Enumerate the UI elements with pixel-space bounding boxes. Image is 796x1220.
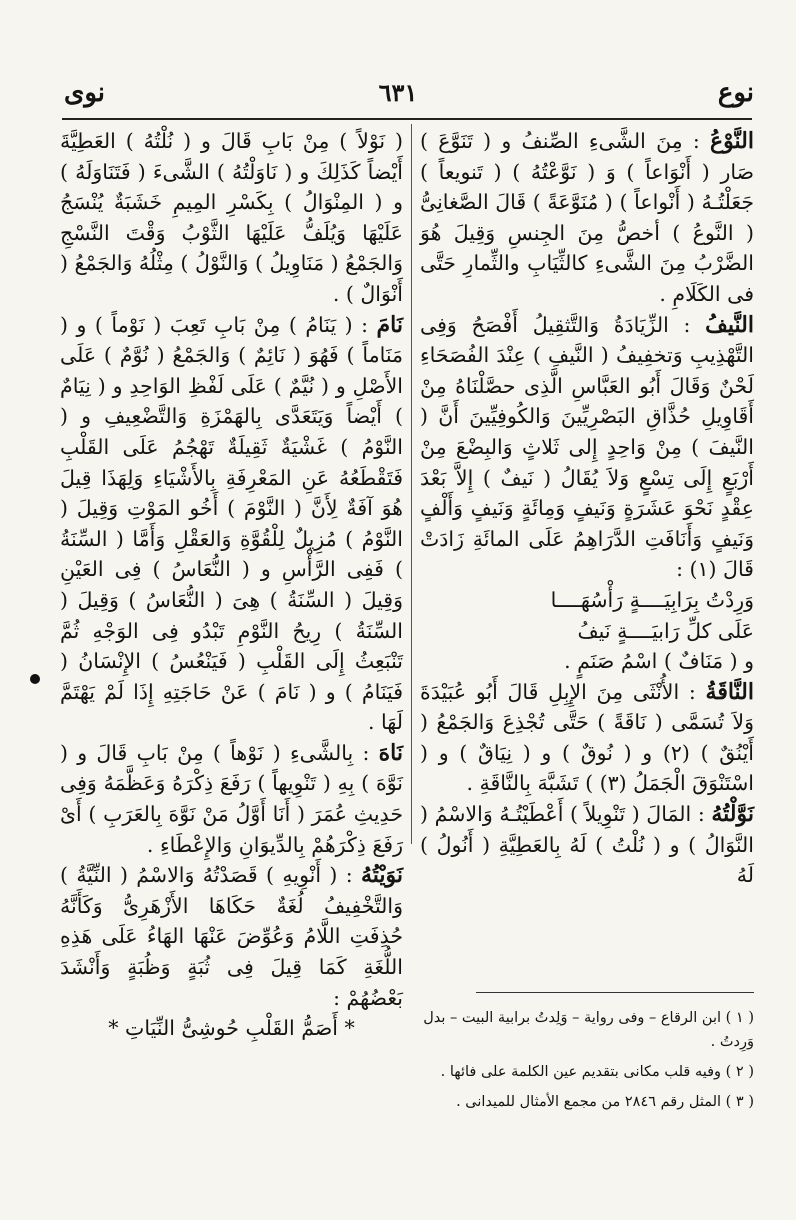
entry-naha	[60, 738, 403, 860]
headword: نَوَيْتُهُ	[360, 862, 403, 889]
header-rule	[62, 118, 752, 120]
entry-nayf	[420, 310, 754, 585]
entry-text: : المَالَ ( تَنْوِيلاً ) أَعْطَيْتُـهُ وَالاسْمُ ( النَّوَالُ ) و ( نُلْتُ ) لَهُ بِالعَطِيَّةِ ( أَنُولُ ) لَهُ	[420, 802, 754, 888]
margin-dot-mark	[30, 674, 40, 684]
running-head-left: نوى	[64, 78, 106, 108]
entry-text: : ( يَنَامُ ) مِنْ بَابِ تَعِبَ ( نَوْماً ) و ( مَنَاماً ) فَهُوَ ( نَائِمٌ ) وَالجَمْعُ ( نُوَّمٌ ) عَلَى الأَصْلِ و ( نُيَّمٌ ) عَلَى لَفْظِ الوَاحِدِ و ( نِيَامٌ ) أَيْضاً وَيَتَعَدَّى بِالهَمْزَةِ وَالتَّضْعِيفِ و ( النَّوْمُ ) غَشْيَةٌ ثَقِيلَةٌ تَهْجُمُ عَلَى القَلْبِ فَتَقْطَعُهُ عَنِ المَعْرِفَةِ بِالأَشْيَاءِ وَلِهَذَا قِيلَ هُوَ آفَةٌ لِأَنَّ ( النَّوْمَ ) أَخُو المَوْتِ وَقِيلَ ( النَّوْمُ ) مُزِيلٌ لِلْقُوَّةِ وَالعَقْلِ وَأَمَّا ( السِّنَةُ ) فَفِى الرَّأْسِ و ( النُّعَاسُ ) فِى العَيْنِ وَقِيلَ ( السِّنَةُ ) هِىَ ( النُّعَاسُ ) وَقِيلَ ( السِّنَةُ ) رِيحُ النَّوْمِ تَبْدُو فِى الوَجْهِ ثُمَّ تَنْبَعِثُ إِلَى القَلْبِ ( فَيَنْعُسُ ) الإِنْسَانُ ( فَيَنَامُ ) و ( نَامَ ) عَنْ حَاجَتِهِ إِذَا لَمْ يَهْتَمَّ لَهَا .	[60, 312, 403, 735]
entry-nama	[60, 310, 403, 738]
entry-nawaytu	[60, 860, 403, 1013]
page-number: ٦٣١	[378, 78, 418, 107]
entry-text: و ( مَنَافٌ ) اسْمُ صَنَمٍ .	[564, 649, 754, 674]
entry-nawwal	[420, 799, 754, 891]
entry-text: : مِنَ الشَّىءِ الصِّنفُ و ( تَنَوَّعَ ) صَار ( أَنْوَاعاً ) وَ ( نَوَّعْتُهُ ) ( تَنويعاً ) جَعَلْتُـهُ ( أَنْواعاً ) ( مُنَوَّعَةً ) قَالَ الصَّغانِىُّ ( النَّوعُ ) أخصُّ مِنَ الجِنسِ وَقِيلَ هُوَ الضَّرْبُ مِنَ الشَّىءِ كالثِّيَابِ والثِّمارِ حَتَّى فى الكَلَامِ .	[420, 129, 754, 306]
headword: النَّيفُ	[705, 311, 754, 338]
verse-line: وَرِدْتُ بِرَابِيَــــةٍ رَأْسُهَــــا	[550, 587, 754, 612]
column-divider	[411, 124, 412, 844]
headword: نَاهَ	[378, 739, 403, 766]
entry-text: : الأُنْثَى مِنَ الإِبِلِ قَالَ أَبُو عُبَيْدَةَ وَلاَ تُسَمَّى ( نَاقَةً ) حَتَّى تُجْذِعَ وَالجَمْعُ ( أَيْنُقٌ ) (٢) و ( نُوقٌ ) و ( نِيَاقٌ ) و ( اسْتَنْوَقَ الْجَمَلُ (٣) ) تَشَبَّهَ بِالنَّاقَةِ .	[420, 679, 754, 796]
entry-text: ( نَوْلاً ) مِنْ بَابِ قَالَ و ( نُلْتُهُ ) العَطِيَّةَ أَيْضاً كَذَلِكَ و ( نَاوَلْتُهُ ) الشَّىءَ ( فَتَنَاوَلَهُ ) و ( المِنْوَالُ ) بِكَسْرِ المِيمِ خَشَبَةٌ يُنْسَجُ عَلَيْهَا وَيُلَفُّ عَلَيْهَا الثَّوْبُ وَقْتَ النَّسْجِ وَالجَمْعُ ( مَنَاوِيلُ ) وَالنَّوْلُ ) مِثْلُهُ وَالجَمْعُ ( أَنْوَالٌ ) .	[60, 129, 403, 306]
entry-naqa	[420, 677, 754, 799]
headword: النَّوْعُ	[710, 128, 754, 154]
headword: نَامَ	[376, 311, 403, 338]
footnote-1: ( ١ ) ابن الرقاع – وفى رواية – وَلِدتُ برابية البيت – بدل وَرِدتُ .	[423, 1010, 754, 1050]
footnotes	[420, 1006, 754, 1120]
right-column	[420, 126, 754, 891]
entry-text: : الزِّيَادَةُ وَالتَّثقِيلُ أَفْصَحُ وَفِى التَّهْذِيبِ وَتخفِيفُ ( النَّيفِ ) عِنْدَ الفُصَحَاءِ لَحْنٌ وَقَالَ أَبُو العَبَّاسِ الَّذِى حصَّلْنَاهُ مِنْ أَقَاوِيلِ حُذَّاقِ البَصْرِيِّينَ وَالكُوفِيِّينَ أَنَّ ( النَّيفَ ) مِنْ وَاحِدٍ إِلى ثَلاثٍ وَالبِضْعَ مِنْ أَرْبَعٍ إِلَى تِسْعٍ وَلاَ يُقَالُ ( نَيفٌ ) إِلاَّ بَعْدَ عِقْدٍ نَحْوَ عَشَرَةٍ وَنَيفٍ وَمِائَةٍ وَنَيفٍ وَأَلْفٍ وَنَيفٍ وَأَنَافَتِ الدَّرَاهِمُ عَلَى المائَةِ زَادَتْ قَالَ (١) :	[420, 312, 754, 582]
entry-naw	[420, 126, 754, 310]
verse-line: عَلَى كلِّ رَابيَــــةٍ نَيفُ	[577, 618, 754, 643]
running-head-right: نوع	[717, 78, 754, 108]
footnote-3: ( ٣ ) المثل رقم ٢٨٤٦ من مجمع الأمثال للميدانى .	[456, 1094, 754, 1110]
headword: النَّاقَةُ	[705, 678, 754, 705]
footnote-2: ( ٢ ) وفيه قلب مكانى بتقديم عين الكلمة على فائها .	[440, 1064, 754, 1080]
verse-line: * أَصَمُّ القَلْبِ حُوشِىُّ النِّيَاتِ *	[108, 1016, 355, 1041]
headword: نَوَّلْتُهُ	[711, 801, 754, 828]
left-column	[60, 126, 403, 1044]
entry-text: : بِالشَّىءِ ( نَوْهاً ) مِنْ بَابِ قَالَ و ( نَوَّهَ ) بِهِ ( تَنْوِيهاً ) رَفَعَ ذِكْرَهُ وَعَظَّمَهُ وَفِى حَدِيثِ عُمَرَ ( أَنَا أَوَّلُ مَنْ نَوَّهَ بِالعَرَبِ ) أَىْ رَفَعَ ذِكْرَهُمْ بِالدِّيوَانِ وَالإِعْطَاءِ .	[60, 740, 403, 857]
footnote-rule	[476, 992, 754, 993]
entry-text: : ( أَنْوِيهِ ) قَصَدْتُهُ وَالاسْمُ ( النِّيَّةُ ) وَالتَّخْفِيفُ لُغَةٌ حَكَاهَا الأَزْهَرِىُّ وَكَأَنَّهُ حُذِفَتِ اللَّامُ وَعُوِّضَ عَنْهَا الهَاءُ عَلَى هَذِهِ اللُّغَةِ كَمَا قِيلَ فِى ثُبَةٍ وَظُبَةٍ وَأَنْشَدَ بَعْضُهُمْ :	[60, 863, 403, 1010]
